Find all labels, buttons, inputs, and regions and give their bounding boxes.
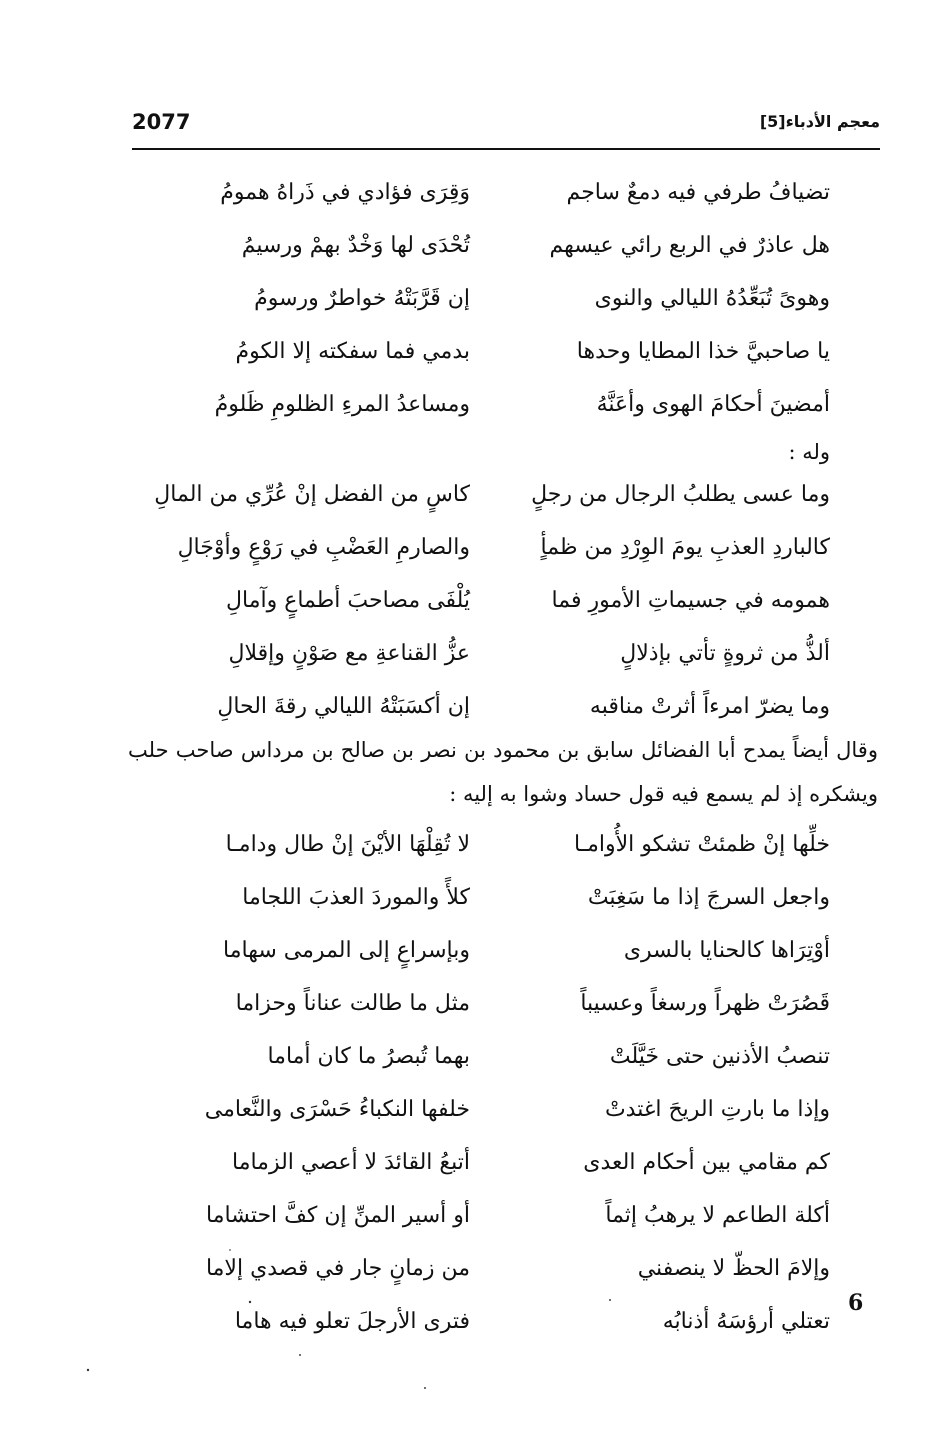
scan-speck <box>87 1369 89 1371</box>
verse-first-hemistich: تنصبُ الأذنين حتى خَيَّلَتْ <box>609 1044 830 1069</box>
verse-first-hemistich: تعتلي أرؤسَهُ أذنابُه <box>662 1309 830 1334</box>
verse-first-hemistich: قَصُرَتْ ظهراً ورسغاً وعسيباً <box>580 991 830 1016</box>
verse-second-hemistich: كاسٍ من الفضل إنْ عُرِّي من المالِ <box>154 482 470 507</box>
book-title: معجم الأدباء[5] <box>759 112 880 131</box>
scan-speck <box>249 1301 251 1303</box>
verse-second-hemistich: ومساعدُ المرءِ الظلومِ ظَلومُ <box>214 392 470 417</box>
verse-first-hemistich: وما عسى يطلبُ الرجال من رجلٍ <box>531 482 830 507</box>
scan-speck <box>229 1249 231 1251</box>
verse-first-hemistich: أكلة الطاعم لا يرهبُ إثماً <box>605 1203 830 1228</box>
verse-first-hemistich: وما يضرّ امرءاً أثرتْ مناقبه <box>589 694 830 719</box>
verse-second-hemistich: خلفها النكباءُ حَسْرَى والنَّعامى <box>204 1097 470 1122</box>
verse-first-hemistich: وإذا ما بارتِ الريحَ اغتدتْ <box>604 1097 830 1122</box>
verse-second-hemistich: بهما تُبصرُ ما كان أماما <box>267 1044 470 1069</box>
verse-second-hemistich: بدمي فما سفكته إلا الكومُ <box>235 339 470 364</box>
verse-first-hemistich: كم مقامي بين أحكام العدى <box>583 1150 830 1175</box>
verse-second-hemistich: كلأً والموردَ العذبَ اللجاما <box>242 885 470 910</box>
verse-first-hemistich: خلِّها إنْ ظمئتْ تشكو الأُوامـا <box>573 832 830 857</box>
verse-second-hemistich: تُحْدَى لها وَخْدٌ بهمْ ورسيمُ <box>241 233 470 258</box>
verse-second-hemistich: والصارمِ العَضْبِ في رَوْعٍ وأوْجَالِ <box>177 535 470 560</box>
scan-speck <box>609 1299 611 1301</box>
page-number: 2077 <box>132 110 191 134</box>
verse-first-hemistich: هل عاذرٌ في الربع رائي عيسهم <box>549 233 830 258</box>
verse-second-hemistich: عزُّ القناعةِ مع صَوْنٍ وإقلالِ <box>228 641 470 666</box>
verse-second-hemistich: إن قَرَّبَتْهُ خواطرٌ ورسومُ <box>254 286 470 311</box>
scan-speck <box>424 1387 426 1389</box>
verse-first-hemistich: أمضينَ أحكامَ الهوى وأعَنَّهُ <box>596 392 830 417</box>
verse-second-hemistich: إن أكسَبَتْهُ الليالي رقةَ الحالِ <box>217 694 470 719</box>
verse-second-hemistich: أتبعُ القائدَ لا أعصي الزماما <box>231 1150 470 1175</box>
verse-second-hemistich: من زمانٍ جار في قصدي إلاما <box>205 1256 470 1281</box>
scan-speck <box>299 1354 301 1356</box>
verse-first-hemistich: واجعل السرجَ إذا ما سَغِبَتْ <box>587 885 830 910</box>
verse-second-hemistich: فترى الأرجلَ تعلو فيه هاما <box>234 1309 470 1334</box>
verse-first-hemistich: ألذُّ من ثروةٍ تأتي بإذلالٍ <box>620 641 830 666</box>
poem-intro: وله : <box>788 440 830 464</box>
verse-second-hemistich: وَقِرَى فؤادي في ذَراهُ همومُ <box>220 180 470 205</box>
verse-first-hemistich: وإلامَ الحظّ لا ينصفني <box>637 1256 830 1281</box>
verse-first-hemistich: كالباردِ العذبِ يومَ الوِرْدِ من ظمأٍ <box>540 535 830 560</box>
verse-second-hemistich: مثل ما طالت عناناً وحزاما <box>235 991 470 1016</box>
verse-second-hemistich: وبإسراعٍ إلى المرمى سهاما <box>223 938 470 963</box>
verse-first-hemistich: تضيافُ طرفي فيه دمعٌ ساجم <box>566 180 830 205</box>
verse-second-hemistich: يُلْفَى مصاحبَ أطماعٍ وآمالِ <box>226 588 470 613</box>
footer-page-marker: 6 <box>848 1290 864 1316</box>
verse-first-hemistich: يا صاحبيَّ خذا المطايا وحدها <box>576 339 830 364</box>
verse-first-hemistich: أوْتِرَاها كالحنايا بالسرى <box>623 938 830 963</box>
verse-second-hemistich: أو أسير المنِّ إن كفَّ احتشاما <box>206 1203 470 1228</box>
verse-first-hemistich: وهوىً تُبَعِّدُهُ الليالي والنوى <box>594 286 830 311</box>
verse-second-hemistich: لا تُقِلْهَا الأيْنَ إنْ طال ودامـا <box>225 832 470 857</box>
prose-paragraph: وقال أيضاً يمدح أبا الفضائل سابق بن محمود بن نصر بن صالح بن مرداس صاحب حلب ويشكره إذ لم يسمع فيه قول حساد وشوا به إليه : <box>128 738 878 806</box>
verse-first-hemistich: همومه في جسيماتِ الأمورِ فما <box>551 588 830 613</box>
